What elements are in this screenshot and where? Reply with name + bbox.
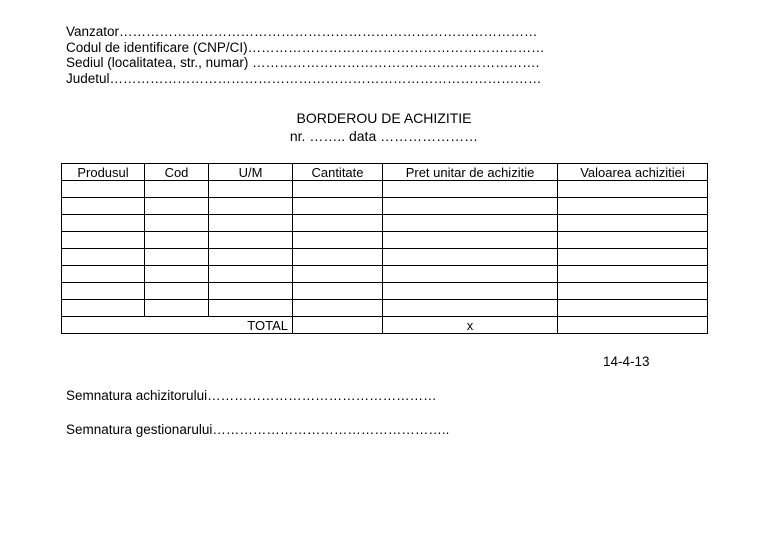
seller-info-block xyxy=(66,24,545,86)
table-cell[interactable] xyxy=(62,249,145,266)
table-row xyxy=(62,232,708,249)
table-cell[interactable] xyxy=(62,300,145,317)
table-cell[interactable] xyxy=(62,198,145,215)
table-cell[interactable] xyxy=(62,283,145,300)
table-row xyxy=(62,300,708,317)
table-cell[interactable] xyxy=(558,300,708,317)
table-cell[interactable] xyxy=(145,232,209,249)
table-cell[interactable] xyxy=(293,181,383,198)
table-cell[interactable] xyxy=(293,249,383,266)
table-cell[interactable] xyxy=(383,198,558,215)
total-row xyxy=(62,317,708,334)
buyer-signature-line: Semnatura achizitorului…………………………………………… xyxy=(66,388,437,403)
table-cell[interactable] xyxy=(293,283,383,300)
table-cell[interactable] xyxy=(558,215,708,232)
column-header-product: Produsul xyxy=(62,164,145,181)
table-cell[interactable] xyxy=(145,283,209,300)
table-cell[interactable] xyxy=(383,300,558,317)
table-cell[interactable] xyxy=(558,198,708,215)
table-cell[interactable] xyxy=(145,249,209,266)
table-cell[interactable] xyxy=(558,181,708,198)
total-quantity-cell[interactable] xyxy=(293,317,383,334)
table-cell[interactable] xyxy=(383,249,558,266)
table-cell[interactable] xyxy=(209,300,293,317)
table-cell[interactable] xyxy=(145,215,209,232)
table-cell[interactable] xyxy=(293,300,383,317)
table-cell[interactable] xyxy=(209,232,293,249)
table-cell[interactable] xyxy=(383,266,558,283)
column-header-value: Valoarea achizitiei xyxy=(558,164,708,181)
table-cell[interactable] xyxy=(62,181,145,198)
total-label: TOTAL xyxy=(62,317,293,334)
table-cell[interactable] xyxy=(558,249,708,266)
column-header-unit-price: Pret unitar de achizitie xyxy=(383,164,558,181)
table-cell[interactable] xyxy=(145,198,209,215)
form-code: 14-4-13 xyxy=(603,354,650,369)
table-cell[interactable] xyxy=(383,181,558,198)
document-number-date: nr. …….. data ………………… xyxy=(289,128,479,144)
table-cell[interactable] xyxy=(558,283,708,300)
table-cell[interactable] xyxy=(209,249,293,266)
document-title: BORDEROU DE ACHIZITIE xyxy=(296,110,472,126)
total-price-mark: x xyxy=(383,317,558,334)
acquisition-table xyxy=(61,163,708,334)
table-cell[interactable] xyxy=(145,300,209,317)
table-cell[interactable] xyxy=(293,215,383,232)
table-row xyxy=(62,266,708,283)
table-cell[interactable] xyxy=(62,215,145,232)
address-line: Sediul (localitatea, str., numar) ………………………………………………………. xyxy=(66,55,540,70)
table-cell[interactable] xyxy=(293,266,383,283)
table-cell[interactable] xyxy=(209,283,293,300)
id-code-line: Codul de identificare (CNP/CI)………………………………………………………… xyxy=(66,39,545,55)
column-header-unit: U/M xyxy=(209,164,293,181)
table-row xyxy=(62,249,708,266)
table-cell[interactable] xyxy=(62,232,145,249)
table-row xyxy=(62,283,708,300)
table-cell[interactable] xyxy=(62,266,145,283)
table-cell[interactable] xyxy=(209,198,293,215)
table-cell[interactable] xyxy=(383,232,558,249)
table-cell[interactable] xyxy=(293,232,383,249)
table-row xyxy=(62,198,708,215)
manager-signature-line: Semnatura gestionarului…………………………………………….. xyxy=(66,422,450,437)
table-header-row xyxy=(62,164,708,181)
column-header-code: Cod xyxy=(145,164,209,181)
table-cell[interactable] xyxy=(145,181,209,198)
table-row xyxy=(62,181,708,198)
seller-line: Vanzator………………………………………………………………………………… xyxy=(66,24,538,39)
table-cell[interactable] xyxy=(558,232,708,249)
table-cell[interactable] xyxy=(383,283,558,300)
table-cell[interactable] xyxy=(209,181,293,198)
table-cell[interactable] xyxy=(209,215,293,232)
table-cell[interactable] xyxy=(383,215,558,232)
total-value-cell[interactable] xyxy=(558,317,708,334)
county-line: Judetul…………………………………………………………………………………… xyxy=(66,70,542,86)
table-row xyxy=(62,215,708,232)
table-cell[interactable] xyxy=(145,266,209,283)
column-header-quantity: Cantitate xyxy=(293,164,383,181)
table-cell[interactable] xyxy=(209,266,293,283)
table-cell[interactable] xyxy=(293,198,383,215)
table-cell[interactable] xyxy=(558,266,708,283)
